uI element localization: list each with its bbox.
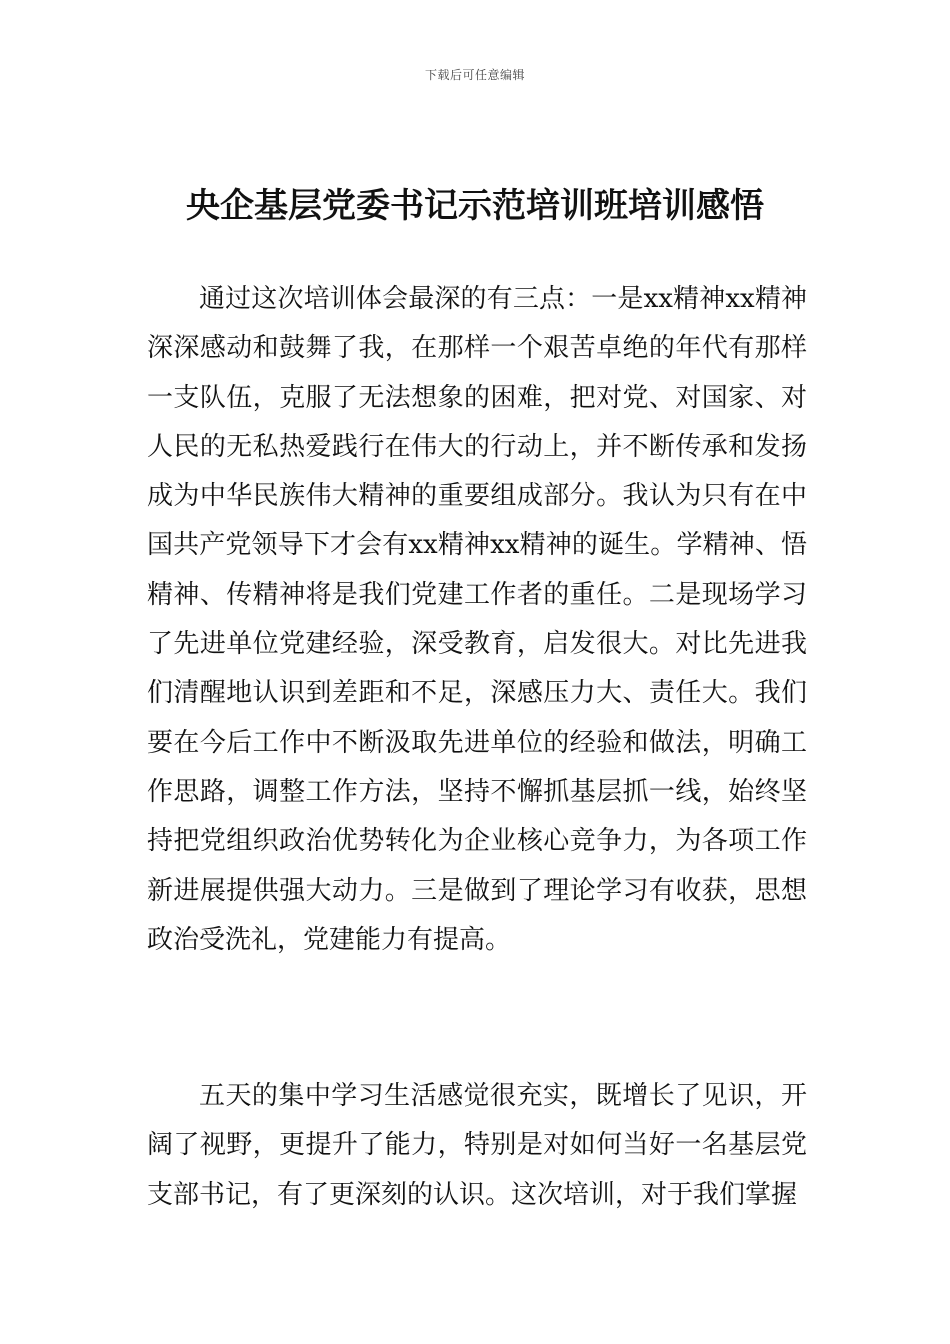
header-note: 下载后可任意编辑 [424,68,525,82]
document-title: 央企基层党委书记示范培训班培训感悟 [186,186,764,226]
body-paragraph-2: 五天的集中学习生活感觉很充实，既增长了见识，开阔了视野，更提升了能力，特别是对如何当好一名基层党支部书记，有了更深刻的认识。这次培训，对于我们掌握 [147,1081,807,1210]
body-paragraph-1: 通过这次培训体会最深的有三点：一是xx精神xx精神深深感动和鼓舞了我，在那样一个艰苦卓绝的年代有那样一支队伍，克服了无法想象的困难，把对党、对国家、对人民的无私热爱践行在伟大的行动上，并不断传承和发扬成为中华民族伟大精神的重要组成部分。我认为只有在中国共产党领导下才会有xx精神xx精神的诞生。学精神、悟精神、传精神将是我们党建工作者的重任。二是现场学习了先进单位党建经验，深受教育，启发很大。对比先进我们清醒地认识到差距和不足，深感压力大、责任大。我们要在今后工作中不断汲取先进单位的经验和做法，明确工作思路，调整工作方法，坚持不懈抓基层抓一线，始终坚持把党组织政治优势转化为企业核心竞争力，为各项工作新进展提供强大动力。三是做到了理论学习有收获，思想政治受洗礼，党建能力有提高。 [147,284,807,955]
